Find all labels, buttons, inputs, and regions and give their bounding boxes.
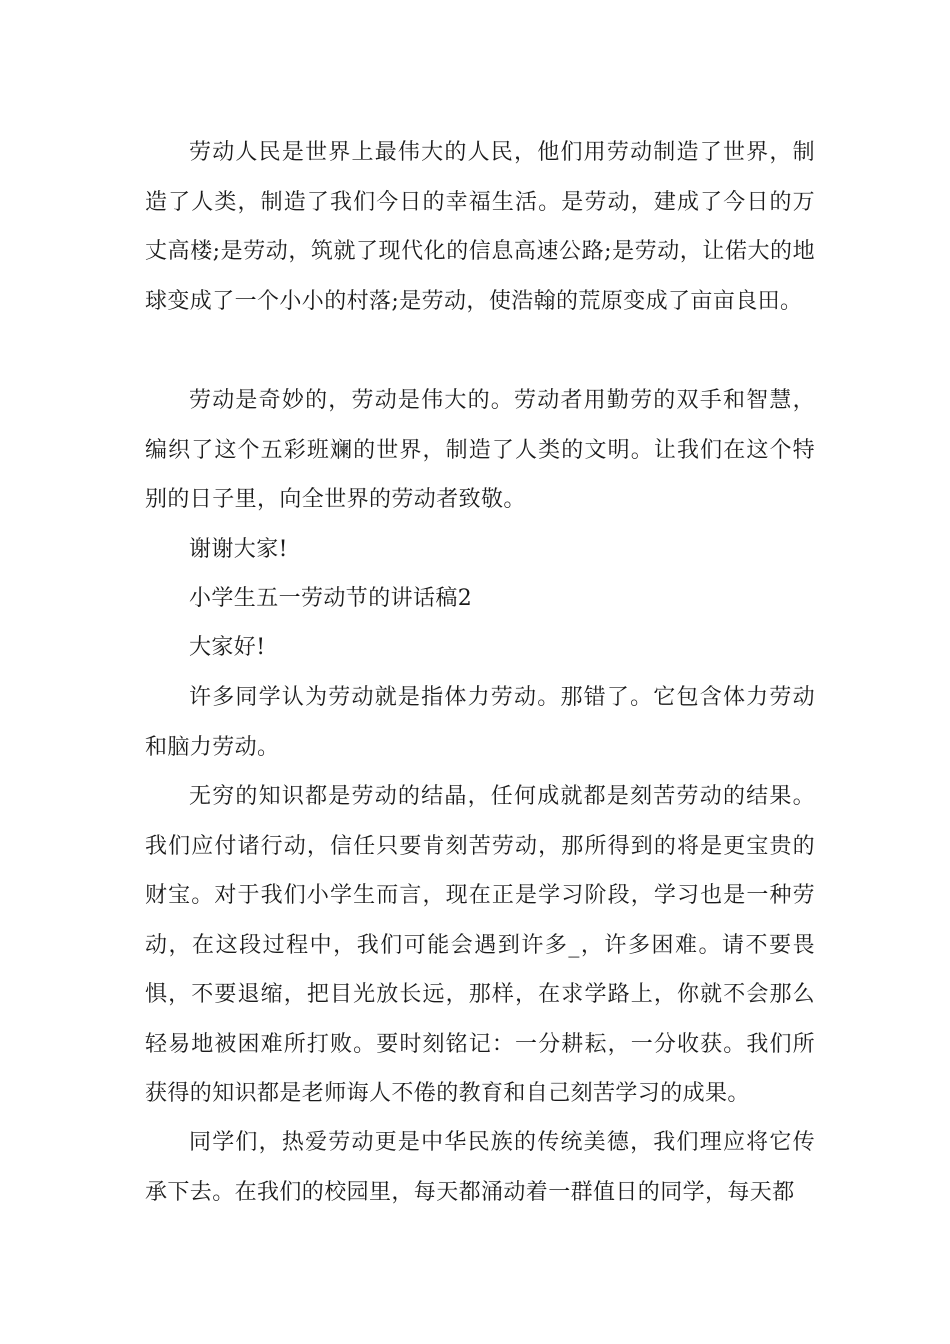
paragraph-knowledge: 无穷的知识都是劳动的结晶，任何成就都是刻苦劳动的结果。我们应付诸行动，信任只要肯刻苦劳动，那所得到的将是更宝贵的财宝。对于我们小学生而言，现在正是学习阶段，学习也是一种劳动，在这段过程中，我们可能会遇到许多_，许多困难。请不要畏惧，不要退缩，把目光放长远，那样，在求学路上，你就不会那么轻易地被困难所打败。要时刻铭记：一分耕耘，一分收获。我们所获得的知识都是老师诲人不倦的教育和自己刻苦学习的成果。 (145, 784, 815, 1106)
paragraph-thanks: 谢谢大家! (189, 537, 288, 562)
section-heading: 小学生五一劳动节的讲话稿2 (189, 586, 473, 611)
paragraph-physical-labor: 许多同学认为劳动就是指体力劳动。那错了。它包含体力劳动和脑力劳动。 (145, 685, 815, 760)
paragraph-greeting: 大家好! (189, 635, 266, 660)
paragraph-tradition: 同学们，热爱劳动更是中华民族的传统美德，我们理应将它传承下去。在我们的校园里，每天都涌动着一群值日的同学，每天都 (145, 1130, 815, 1205)
paragraph-labor-people: 劳动人民是世界上最伟大的人民，他们用劳动制造了世界，制造了人类，制造了我们今日的幸福生活。是劳动，建成了今日的万丈高楼;是劳动，筑就了现代化的信息高速公路;是劳动，让偌大的地球变成了一个小小的村落;是劳动，使浩翰的荒原变成了亩亩良田。 (145, 140, 815, 314)
paragraph-labor-wonderful: 劳动是奇妙的，劳动是伟大的。劳动者用勤劳的双手和智慧，编织了这个五彩班斓的世界，制造了人类的文明。让我们在这个特别的日子里，向全世界的劳动者致敬。 (145, 388, 815, 512)
